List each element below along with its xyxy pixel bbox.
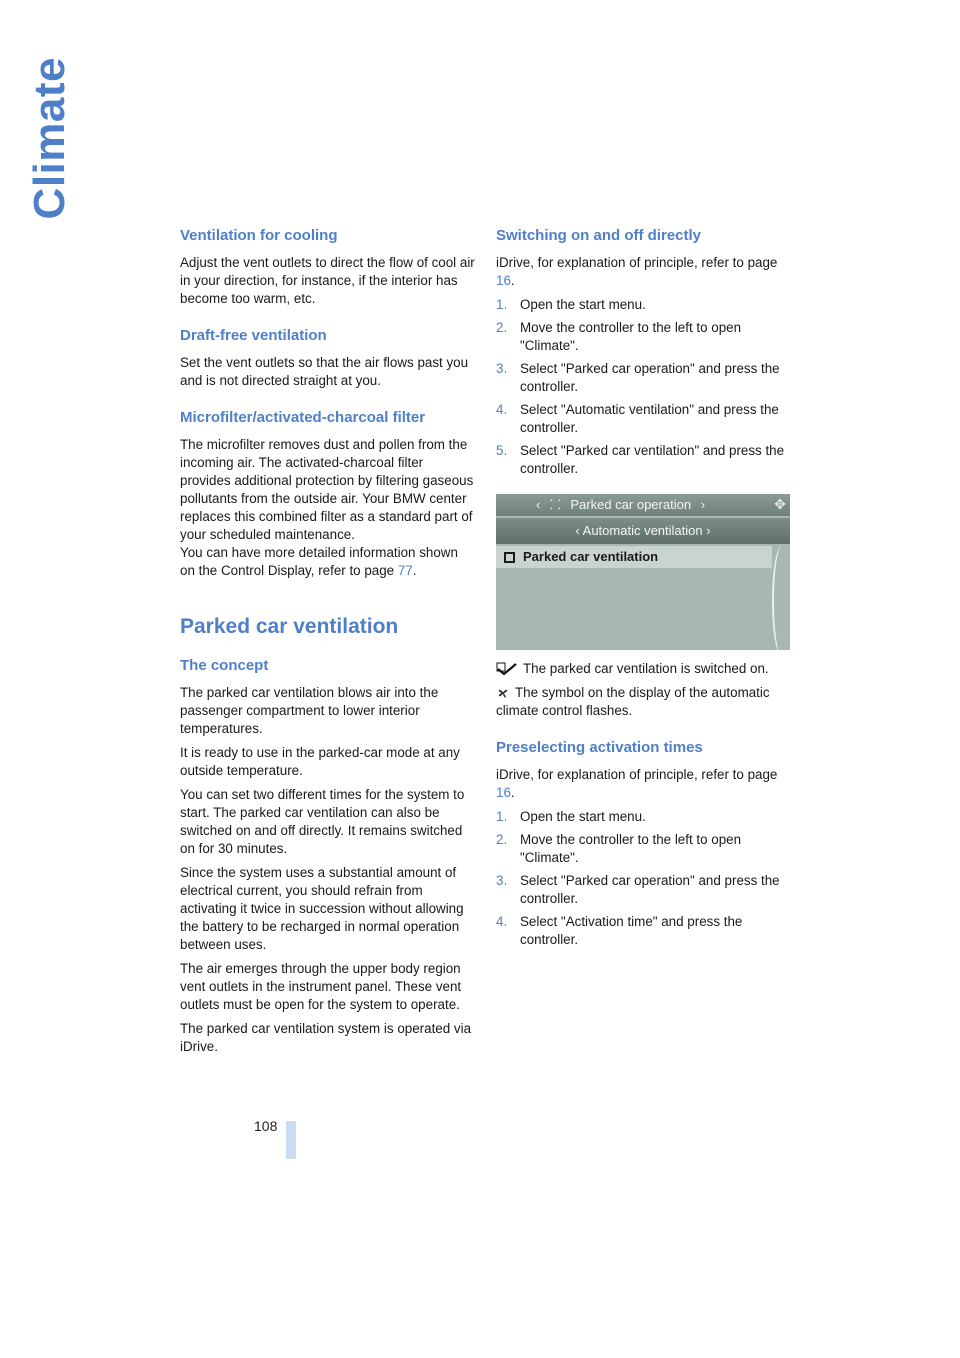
fan-icon: [496, 686, 510, 700]
checkmark-icon: [496, 662, 518, 676]
chevron-right-icon: ›: [700, 497, 706, 512]
paragraph: Since the system uses a substantial amount of electrical current, you should refrain from activating it twice in succession without allowing the battery to be recharged in normal operation between uses.: [180, 865, 464, 952]
heading-preselecting: Preselecting activation times: [496, 739, 703, 756]
step-number: 5.: [496, 443, 508, 458]
paragraph: You can set two different times for the system to start. The parked car ventilation can also be switched on and off directly. It remains switched on for 30 minutes.: [180, 787, 465, 856]
paragraph: The parked car ventilation system is operated via iDrive.: [180, 1021, 472, 1054]
paragraph: The microfilter removes dust and pollen from the incoming air. The activated-charcoal filter provides additional protection by filtering gaseous pollutants from the outside air. Your BMW center replaces this combined filter as a standard part of your scheduled maintenance.: [180, 437, 474, 542]
page-link-77[interactable]: 77: [397, 563, 413, 578]
list-item: [496, 296, 792, 314]
list-item: [496, 831, 792, 867]
step-number: 1.: [496, 809, 508, 824]
fan-icon: ⸬: [549, 497, 561, 512]
list-item: [496, 808, 792, 826]
paragraph: [180, 544, 476, 580]
chapter-title: Climate: [25, 57, 74, 220]
display-menu-parked-car-ventilation: [496, 546, 772, 568]
list-item: [496, 401, 792, 437]
step-text: Move the controller to the left to open "Climate".: [520, 320, 742, 353]
paragraph: Set the vent outlets so that the air flows past you and is not directed straight at you.: [180, 355, 469, 388]
paragraph: Adjust the vent outlets to direct the flow of cool air in your direction, for instance, if the interior has become too warm, etc.: [180, 255, 475, 306]
paragraph: It is ready to use in the parked-car mode at any outside temperature.: [180, 745, 460, 778]
heading-switching: Switching on and off directly: [496, 227, 702, 244]
chevron-right-icon: ›: [702, 523, 711, 538]
step-number: 4.: [496, 914, 508, 929]
paragraph: The air emerges through the upper body region vent outlets in the instrument panel. These vent outlets must be open for the system to operate.: [180, 961, 462, 1012]
checkbox-icon: [504, 552, 515, 563]
display-label: Parked car operation: [570, 497, 692, 512]
list-item: [496, 913, 792, 949]
switch-steps-list: [496, 296, 792, 478]
heading-draft-free: Draft-free ventilation: [180, 327, 327, 344]
step-number: 4.: [496, 402, 508, 417]
list-item: [496, 360, 792, 396]
paragraph: The parked car ventilation blows air into the passenger compartment to lower interior temperatures.: [180, 685, 439, 736]
step-text: Select "Parked car operation" and press the controller.: [520, 361, 780, 394]
step-number: 3.: [496, 873, 508, 888]
step-number: 3.: [496, 361, 508, 376]
list-item: [496, 442, 792, 478]
display-label: Automatic ventilation: [582, 523, 703, 538]
list-item: [496, 872, 792, 908]
paragraph: [496, 660, 792, 678]
right-column: [496, 226, 792, 955]
preselect-steps-list: [496, 808, 792, 949]
step-text: Open the start menu.: [520, 809, 646, 824]
page-link-16[interactable]: 16: [496, 273, 511, 288]
text: iDrive, for explanation of principle, refer to page: [496, 767, 778, 782]
step-text: Select "Automatic ventilation" and press the controller.: [520, 402, 779, 435]
step-text: Open the start menu.: [520, 297, 646, 312]
controller-arc: [772, 546, 790, 650]
step-number: 1.: [496, 297, 508, 312]
text: .: [510, 273, 515, 288]
page-link-16[interactable]: 16: [496, 785, 511, 800]
left-column: [180, 226, 476, 1062]
chevron-left-icon: ‹: [536, 497, 541, 512]
text: iDrive, for explanation of principle, refer to page: [496, 255, 778, 270]
step-text: Select "Parked car operation" and press the controller.: [520, 873, 780, 906]
paragraph: [496, 766, 792, 802]
text: You can have more detailed information shown on the Control Display, refer to page: [180, 545, 458, 578]
text: The symbol on the display of the automatic climate control flashes.: [496, 685, 770, 718]
main-heading: Parked car ventilation: [180, 615, 399, 638]
heading-microfilter: Microfilter/activated-charcoal filter: [180, 409, 426, 426]
text: .: [412, 563, 417, 578]
display-menu-parked-car-operation: [496, 494, 790, 516]
text: .: [510, 785, 515, 800]
page-number: 108: [254, 1118, 278, 1134]
navigate-arrows-icon: ✥: [774, 496, 786, 512]
page-marker-bar: [286, 1121, 296, 1159]
step-text: Move the controller to the left to open "Climate".: [520, 832, 742, 865]
list-item: [496, 319, 792, 355]
paragraph: [496, 254, 792, 290]
chevron-left-icon: ‹: [575, 523, 583, 538]
display-menu-automatic-ventilation: [496, 518, 790, 544]
step-text: Select "Activation time" and press the controller.: [520, 914, 743, 947]
idrive-display-screenshot: [496, 494, 790, 650]
text: The parked car ventilation is switched on.: [523, 661, 769, 676]
step-number: 2.: [496, 832, 508, 847]
heading-ventilation-cooling: Ventilation for cooling: [180, 227, 338, 244]
paragraph: [496, 684, 792, 720]
heading-concept: The concept: [180, 657, 269, 674]
step-text: Select "Parked car ventilation" and press the controller.: [520, 443, 785, 476]
step-number: 2.: [496, 320, 508, 335]
display-label: Parked car ventilation: [523, 549, 659, 564]
